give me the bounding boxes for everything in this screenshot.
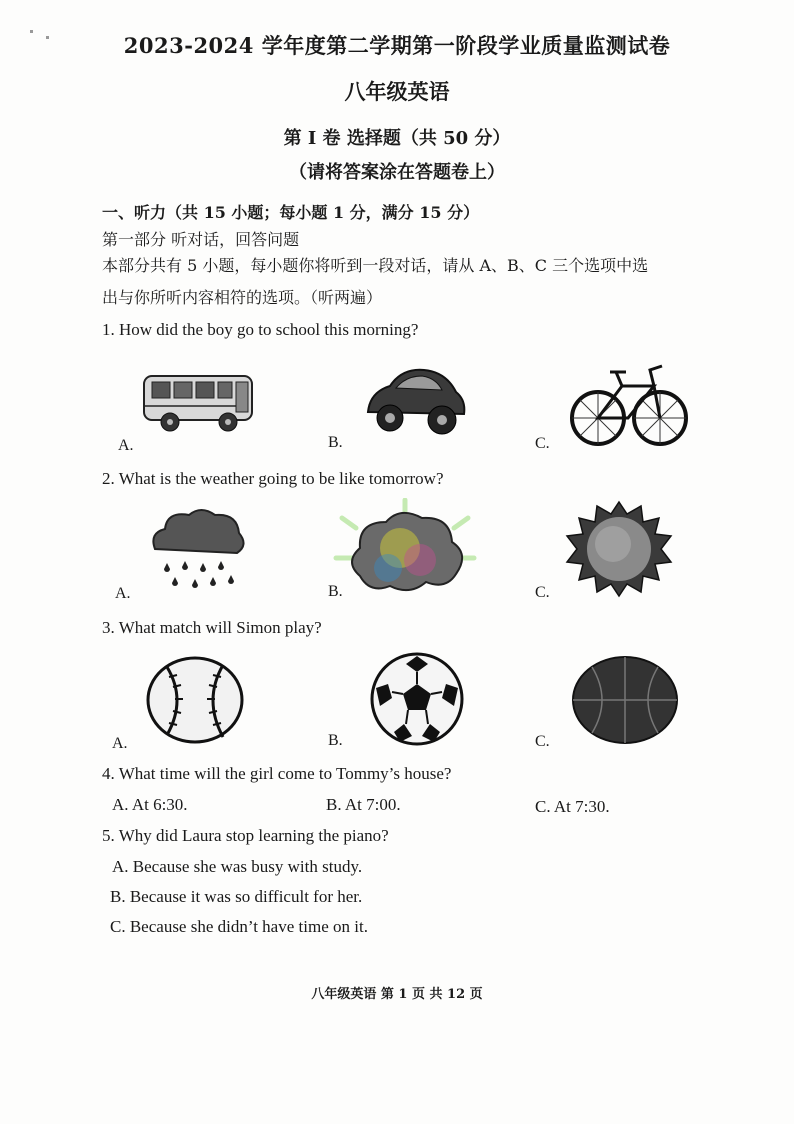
question-1: 1. How did the boy go to school this morning? xyxy=(102,320,419,339)
instruction-line: 出与你所听内容相符的选项。（听两遍） xyxy=(102,288,383,307)
answer-note: （请将答案涂在答题卷上） xyxy=(289,162,505,183)
car-icon xyxy=(362,362,470,438)
section-heading: 一、听力（共 15 小题；每小题 1 分，满分 15 分） xyxy=(102,203,480,222)
cloud-icon xyxy=(330,498,480,608)
option-a: A. Because she was busy with study. xyxy=(112,857,363,876)
exam-title: 2023-2024 学年度第二学期第一阶段学业质量监测试卷 xyxy=(123,33,671,58)
option-b: B. Because it was so difficult for her. xyxy=(110,887,363,906)
bicycle-icon xyxy=(570,350,688,450)
soccer-ball-icon xyxy=(368,652,466,746)
option-a: A. At 6:30. xyxy=(112,795,188,814)
question-3: 3. What match will Simon play? xyxy=(102,618,322,637)
volume-heading: 第 I 卷 选择题（共 50 分） xyxy=(283,128,511,149)
question-5: 5. Why did Laura stop learning the piano? xyxy=(102,826,389,845)
question-4: 4. What time will the girl come to Tommy’s house? xyxy=(102,764,452,783)
option-label: A. xyxy=(112,735,128,752)
option-c: C. Because she didn’t have time on it. xyxy=(110,917,368,936)
instruction-line: 本部分共有 5 小题，每小题你将听到一段对话，请从 A、B、C 三个选项中选 xyxy=(102,256,649,275)
option-label: C. xyxy=(535,435,550,452)
option-label: B. xyxy=(328,732,343,749)
option-label: C. xyxy=(535,584,550,601)
option-label: C. xyxy=(535,733,550,750)
sun-icon xyxy=(563,500,675,598)
rain-cloud-icon xyxy=(145,505,249,597)
option-c: C. At 7:30. xyxy=(535,797,610,816)
exam-subtitle: 八年级英语 xyxy=(344,79,450,104)
option-label: B. xyxy=(328,434,343,451)
basketball-icon xyxy=(570,655,680,745)
option-label: A. xyxy=(118,437,134,454)
option-label: B. xyxy=(328,583,343,600)
question-2: 2. What is the weather going to be like tomorrow? xyxy=(102,469,444,488)
baseball-icon xyxy=(145,655,245,745)
bus-icon xyxy=(140,370,258,434)
option-b: B. At 7:00. xyxy=(326,795,401,814)
part-heading: 第一部分 听对话，回答问题 xyxy=(102,230,300,249)
option-label: A. xyxy=(115,585,131,602)
page-footer: 八年级英语 第 1 页 共 12 页 xyxy=(311,987,483,1002)
